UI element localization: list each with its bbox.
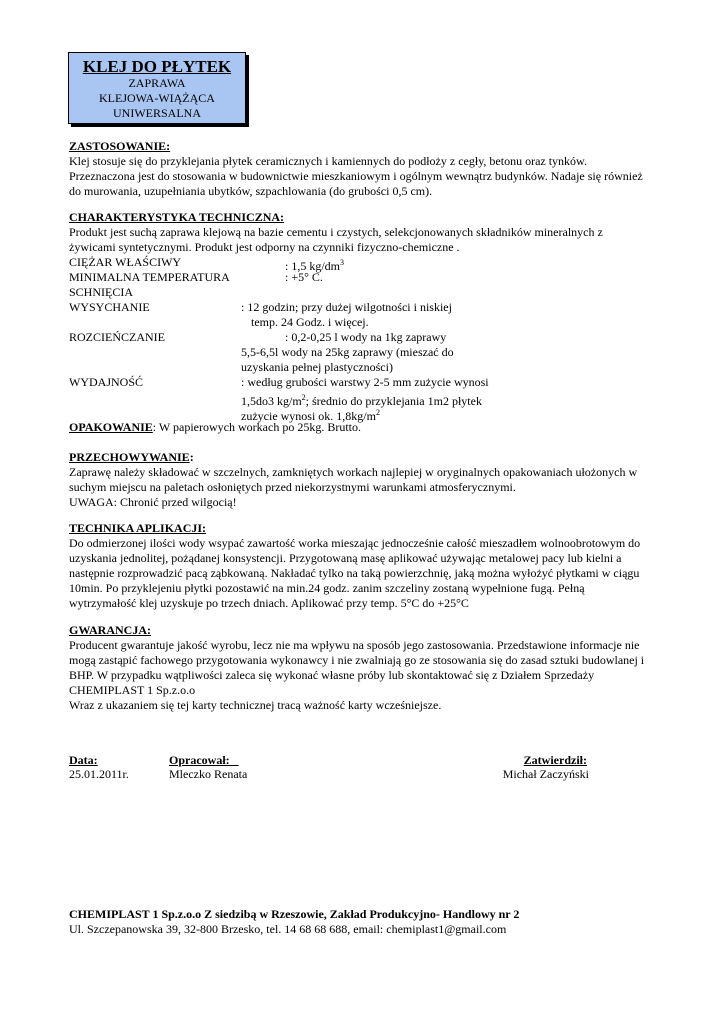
rozcienczanie-value-3: uzyskania pełnej plastyczności) <box>241 360 393 374</box>
charakterystyka-intro-1: Produkt jest suchą zaprawa klejową na bazie cementu i czystych, selekcjonowanych składników mineralnych z <box>69 225 603 239</box>
section-opakowanie <box>69 420 659 435</box>
gwarancja-line-3: BHP. W przypadku wątpliwości zaleca się wykonać własne próby lub skontaktować się z Działem Sprzedaży <box>69 668 595 682</box>
zastosowanie-line-2: Przeznaczona jest do stosowania w budownictwie mieszkaniowym i ogólnym wewnątrz budynków. Nadaje się również <box>69 169 643 183</box>
ciezar-row <box>69 255 659 273</box>
charakterystyka-intro-2: żywicami syntetycznymi. Produkt jest odporny na czynniki fizyczno-chemiczne . <box>69 240 460 254</box>
gwarancja-heading: GWARANCJA: <box>69 623 151 637</box>
schniecia-label: SCHNIĘCIA <box>69 285 134 299</box>
rozcienczanie-value-1: : 0,2-0,25 l wody na 1kg zaprawy <box>285 330 447 344</box>
wydajnosc-label: WYDAJNOŚĆ <box>69 375 144 389</box>
rozcienczanie-label: ROZCIEŃCZANIE <box>69 330 165 344</box>
przechowywanie-line-1: Zaprawę należy składować w szczelnych, zamkniętych workach najlepiej w oryginalnych opakowaniach ułożonych w <box>69 465 638 479</box>
wysychanie-value-2: temp. 24 Godz. i więcej. <box>251 315 369 329</box>
product-title: KLEJ DO PŁYTEK <box>82 57 232 76</box>
data-label: Data: <box>69 753 98 767</box>
technika-heading: TECHNIKA APLIKACJI: <box>69 521 207 535</box>
rozcienczanie-row <box>69 330 659 345</box>
wysychanie-row <box>69 300 659 315</box>
footer-address: Ul. Szczepanowska 39, 32-800 Brzesko, tel. 14 68 68 688, email: chemiplast1@gmail.com <box>69 922 507 936</box>
technika-line-2: uzyskania jednolitej, pożądanej konsystencji. Przygotowaną masę aplikować używając metalowej pacy lub kielni a <box>69 551 622 565</box>
zastosowanie-line-3: do murowania, uzupełniania ubytków, szpachlowania (do grubości 0,5 cm). <box>69 184 433 198</box>
wydajnosc-row <box>69 375 659 390</box>
signature-block <box>69 753 589 785</box>
rozcienczanie-value-2: 5,5-6,5l wody na 25kg zaprawy (mieszać do <box>241 345 454 359</box>
wydajnosc-row-2 <box>69 390 659 408</box>
wysychanie-row-2 <box>69 315 659 330</box>
section-gwarancja <box>69 623 659 713</box>
technika-line-4: 10min. Po przyklejeniu płytki pozostawić na min.24 godz. zanim szczeliny zostaną wypełnione fugą. Pełną <box>69 581 585 595</box>
opracowal-label: Opracował: <box>169 753 239 767</box>
data-value: 25.01.2011r. <box>69 767 129 781</box>
ciezar-label: CIĘŻAR WŁAŚCIWY <box>69 255 182 269</box>
wysychanie-value-1: : 12 godzin; przy dużej wilgotności i niskiej <box>241 300 452 314</box>
ciezar-value: : 1,5 $kg/dm^3$ <box>285 258 345 273</box>
product-title-box <box>68 52 246 124</box>
technika-line-5: wytrzymałość klej uzyskuje po trzech dniach. Aplikować przy temp. 5°C do +25°C <box>69 596 469 610</box>
section-technika <box>69 521 659 611</box>
rozcienczanie-row-3 <box>69 360 659 375</box>
wydajnosc-row-3 <box>69 405 659 423</box>
wydajnosc-value-3: zużycie wynosi ok. $1,8kg/m^2$ <box>241 408 380 423</box>
gwarancja-line-2: mogą zastąpić fachowego przygotowania wykonawcy i nie zwalniają go ze stosowania się do zasad sztuki budowlanej i <box>69 653 645 667</box>
przechowywanie-colon: : <box>189 450 194 464</box>
charakterystyka-heading: CHARAKTERYSTYKA TECHNICZNA: <box>69 210 285 224</box>
przechowywanie-line-3: UWAGA: Chronić przed wilgocią! <box>69 495 237 509</box>
schniecia-row <box>69 285 659 300</box>
przechowywanie-heading: PRZECHOWYWANIE <box>69 450 190 464</box>
technika-line-3: następnie rozprowadzić pacą ząbkowaną. Nakładać tylko na taką powierzchnię, jaką można wyłożyć płytkami w ciągu <box>69 566 640 580</box>
opracowal-value: Mleczko Renata <box>169 767 248 781</box>
gwarancja-line-4: CHEMIPLAST 1 Sp.z.o.o <box>69 683 196 697</box>
temperatura-value: : +5° C. <box>285 270 323 284</box>
gwarancja-line-1: Producent gwarantuje jakość wyrobu, lecz nie ma wpływu na sposób jego zastosowania. Przedstawione informacje nie <box>69 638 640 652</box>
product-subtitle-line-2: KLEJOWA-WIĄŻĄCA <box>99 91 215 105</box>
temperatura-label: MINIMALNA TEMPERATURA <box>69 270 230 284</box>
wydajnosc-value-2: 1,5do3 $kg/m^2$; średnio do przyklejania 1m2 płytek <box>241 393 482 408</box>
section-charakterystyka <box>69 210 659 423</box>
section-zastosowanie <box>69 139 659 199</box>
opakowanie-heading: OPAKOWANIE <box>69 420 153 434</box>
wysychanie-label: WYSYCHANIE <box>69 300 150 314</box>
zastosowanie-heading: ZASTOSOWANIE: <box>69 139 171 153</box>
section-przechowywanie <box>69 450 659 510</box>
technika-line-1: Do odmierzonej ilości wody wsypać zawartość worka mieszając jednocześnie całość mieszadłem wolnoobrotowym do <box>69 536 641 550</box>
przechowywanie-line-2: suchym miejscu na paletach osłoniętych przed niekorzystnymi warunkami atmosferycznymi. <box>69 480 516 494</box>
product-subtitle-line-3: UNIWERSALNA <box>113 106 201 120</box>
rozcienczanie-row-2 <box>69 345 659 360</box>
gwarancja-line-5: Wraz z ukazaniem się tej karty technicznej tracą ważność karty wcześniejsze. <box>69 698 442 712</box>
opakowanie-text: : W papierowych workach po 25kg. Brutto. <box>152 420 361 434</box>
zatwierdzil-label: Zatwierdził: <box>523 753 587 767</box>
zastosowanie-line-1: Klej stosuje się do przyklejania płytek ceramicznych i kamiennych do podłoży z cegły, betonu oraz tynków. <box>69 154 587 168</box>
temperatura-row <box>69 270 659 285</box>
footer <box>69 907 659 937</box>
footer-company: CHEMIPLAST 1 Sp.z.o.o Z siedzibą w Rzeszowie, Zakład Produkcyjno- Handlowy nr 2 <box>69 907 520 921</box>
wydajnosc-value-1: : według grubości warstwy 2-5 mm zużycie wynosi <box>241 375 489 389</box>
zatwierdzil-value: Michał Zaczyński <box>502 767 589 781</box>
product-subtitle-line-1: ZAPRAWA <box>128 76 186 90</box>
